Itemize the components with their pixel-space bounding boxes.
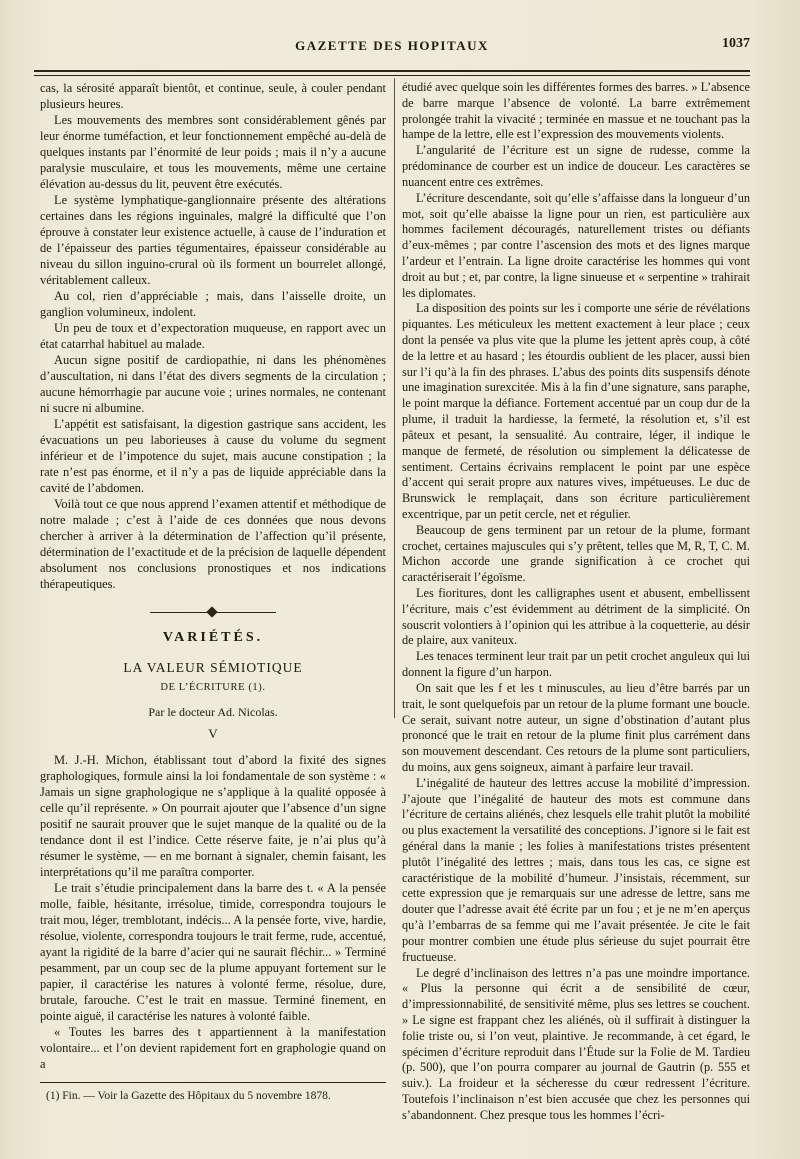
right-column (402, 80, 750, 1124)
header-rule-thin (34, 75, 750, 76)
paragraph: Un peu de toux et d’expectoration muqueuse, en rapport avec un état catarrhal habituel au malade. (40, 321, 386, 351)
paragraph: étudié avec quelque soin les différentes formes des barres. » L’absence de barre marque l’absence de volonté. La barre extrêmement prolongée trahit la vivacité ; terminée en massue et ne touchant pas la hampe de la lettre, elle est l’expression des mouvements violents. (402, 80, 750, 142)
paragraph: Voilà tout ce que nous apprend l’examen attentif et méthodique de notre malade ; c’est à l’aide de ces données que nous devons chercher à arriver à la détermination de l’affection qu’il présente, détermination de l’exactitude et de la précision de laquelle dépendent absolument nos conclusions pronostiques et nos indications thérapeutiques. (40, 497, 386, 591)
section-ornament (40, 608, 386, 616)
paragraph: Les fioritures, dont les calligraphes usent et abusent, embellissent l’écriture, mais c’est évidemment au détriment de la simplicité. On souscrit volontiers à l’opinion qui les attribue à la coquetterie, au désir de plaire, aux vaniteux. (402, 586, 750, 648)
paragraph: cas, la sérosité apparaît bientôt, et continue, seule, à couler pendant plusieurs heures. (40, 81, 386, 111)
article-author: Par le docteur Ad. Nicolas. (148, 705, 278, 719)
article-paragraph: « Toutes les barres des t appartiennent à la manifestation volontaire... et l’on devient rapidement fort en graphologie quand on a (40, 1025, 386, 1071)
page-number: 1037 (722, 36, 750, 51)
article-subtitle: DE L’ÉCRITURE (1). (160, 682, 266, 693)
left-column (40, 80, 386, 1072)
paragraph: Le système lymphatique-ganglionnaire présente des altérations certaines dans les régions inguinales, malgré la difficulté que l’on éprouve à constater leur existence actuelle, à cause de l’induration et de l’épaisseur des parties tégumentaires, épaisseur considérable au niveau du sillon inguino-crural où ils forment un bourrelet allongé, véritablement calleux. (40, 193, 386, 287)
paragraph: Beaucoup de gens terminent par un retour de la plume, formant crochet, certaines majuscules qui s’y prêtent, telles que M, R, T, C. M. Michon accorde une grande signification à ce crochet qui caractériserait l’égoïsme. (402, 522, 750, 585)
paragraph: La disposition des points sur les i comporte une série de révélations piquantes. Les méticuleux les mettent exactement à leur place ; ceux dont la pensée va plus vite que la plume les jettent après coup, à côté de la lettre et au hasard ; les étourdis oublient de les placer, aussi bien sur l’i qu’à la fin des phrases. L’abus des points dits suspensifs dénote une imagination surexcitée. Mis à la fin d’une signature, sans paraphe, le point marque la défiance. Fortement accentué par un coup dur de la plume, il traduit la hardiesse, la fermeté, la résolution et, s’il est pâteux et pesant, la sensualité. Au contraire, léger, il indique le manque de fermeté, de résolution ou simplement la délicatesse de sentiment. Certains écrivains remplacent le point par une espèce d’accent qui serait propre aux natures vives, impétueuses. Le duc de Brunswick le remplaçait, dans son écriture particulièrement excentrique, par un petit cercle, net et régulier. (402, 301, 750, 521)
paragraph: Aucun signe positif de cardiopathie, ni dans les phénomènes d’auscultation, ni dans l’état des divers segments de la circulation ; aucune hémorrhagie par aucune voie ; urines normales, ne contenant ni sucre ni albumine. (40, 353, 386, 415)
header-rule (34, 70, 750, 72)
paragraph: Au col, rien d’appréciable ; mais, dans l’aisselle droite, un ganglion volumineux, indolent. (40, 289, 386, 319)
article-paragraph: Le trait s’étudie principalement dans la barre des t. « A la pensée molle, faible, hésitante, irrésolue, timide, correspondra toujours le trait mou, léger, tremblotant, indécis... A la pensée forte, vive, hardie, résolue, violente, correspondra toujours le trait ferme, rude, accentué, ayant la rigidité de la barre d’acier qui ne saurait fléchir... » Terminé pesamment, par un coup sec de la plume appuyant fortement sur le papier, il caractérise les natures à volonté ferme, résolue, dure, brutale, farouche. C’est le trait en massue. Terminé finement, en pointe aiguë, il caractérise les natures à volonté faible. (40, 881, 386, 1023)
page-header (34, 38, 750, 62)
paragraph: L’inégalité de hauteur des lettres accuse la mobilité d’impression. J’ajoute que l’inégalité de hauteur des mots est commune dans l’écriture de certains aliénés, chez lesquels elle trahit plutôt la mobilité ou plus exactement la versatilité des conceptions. J’ignore si le fait est général dans la manie ; les folies à manifestations tristes présentent plutôt l’inégalité des lettres ; mais, dans tous les cas, ce signe est caractéristique de la mobilité d’humeur. J’insistais, récemment, sur cette expression que je remarquais sur une adresse de lettre, sans me douter que l’adresse avait été écrite par un fou ; et je ne m’en aperçus qu’à l’embarras de sa femme qui me l’avait présentée. Je cite le fait pour montrer combien une étude plus sérieuse du sujet pourrait être fructueuse. (402, 775, 750, 964)
article-title: LA VALEUR SÉMIOTIQUE (123, 660, 303, 675)
section-title: VARIÉTÉS. (162, 630, 264, 645)
paragraph: Le degré d’inclinaison des lettres n’a pas une moindre importance. « Plus la personne qui écrit a de sensibilité de cœur, d’impressionnabilité, de sensitivité même, plus ses lettres se couchent. » Le signe est frappant chez les aliénés, où il suffirait à distinguer la folie triste ou, si l’on veut, plaintive. Je recommande, à cet égard, le spécimen d’écriture reproduit dans l’Étude sur la Folie de M. Tardieu (p. 500), que l’on pourra comparer au journal de Gautrin (p. 555 et suiv.). La froideur et la sécheresse du cœur redressent l’écriture. Toutefois l’inclinaison n’est bien accusée que chez les personnes qui s’abandonnent. Chez presque tous les hommes l’écri- (402, 965, 750, 1122)
running-title: GAZETTE DES HOPITAUX (295, 38, 489, 53)
ornament-diamond-icon (206, 606, 217, 617)
paragraph: L’angularité de l’écriture est un signe de rudesse, comme la prédominance de courber est un indice de douceur. Les caractères se nuancent entre ces extrêmes. (402, 143, 750, 189)
article-paragraph: M. J.-H. Michon, établissant tout d’abord la fixité des signes graphologiques, formule ainsi la loi fondamentale de son système : « Jamais un signe graphologique ne s’applique à la qualité opposée à celle qu’il représente. » On pourrait ajouter que l’absence d’un signe positif ne saurait prouver que le sujet manque de la qualité ou de la tendance dont il est l’indice. Cette réserve faite, je n’ai plus qu’à résumer le système, — en me bornant à signaler, chemin faisant, les interprétations qu’il me paraîtra comporter. (40, 753, 386, 879)
column-divider (394, 78, 395, 718)
paragraph: Les mouvements des membres sont considérablement gênés par leur énorme tuméfaction, et leur fonctionnement empêché au-delà de quelques instants par l’énormité de leur poids ; mais il n’y a aucune paralysie musculaire, et tous les mouvements, même une certaine élévation au-dessus du lit, peuvent être exécutés. (40, 113, 386, 191)
paragraph: L’écriture descendante, soit qu’elle s’affaisse dans la longueur d’un mot, soit qu’elle abaisse la ligne pour un rien, est particulière aux hommes facilement découragés, naturellement tristes ou défiants d’eux-mêmes ; par contre l’ascension des mots et des lignes marque l’ardeur et l’entrain. La ligne droite caractérise les hommes qui vont droit au but ; et, par contre, la ligne sinueuse et « serpentine » trahirait les diplomates. (402, 190, 750, 300)
footnote: (1) Fin. — Voir la Gazette des Hôpitaux du 5 novembre 1878. (46, 1090, 331, 1102)
part-number: V (208, 726, 218, 741)
paragraph: L’appétit est satisfaisant, la digestion gastrique sans accident, les évacuations un peu laborieuses à cause du volume du segment inférieur et de l’impotence du sujet, mais aucune constipation ; la rate n’est pas énorme, et il n’y a pas de liquide appréciable dans la cavité de l’abdomen. (40, 417, 386, 495)
paragraph: On sait que les f et les t minuscules, au lieu d’être barrés par un trait, le sont quelquefois par un retour de la plume formant une boucle. Ce serait, suivant notre auteur, un signe d’obstination d’autant plus prononcé que le trait en retour de la plume finit plus carrément dans son mouvement descendant. Ces retours de la plume sont particuliers, du moins, aux gens soigneux, aimant à parfaire leur travail. (402, 680, 750, 774)
paragraph: Les tenaces terminent leur trait par un petit crochet anguleux qui lui donnent la figure d’un harpon. (402, 649, 750, 680)
footnote-rule (40, 1082, 386, 1083)
